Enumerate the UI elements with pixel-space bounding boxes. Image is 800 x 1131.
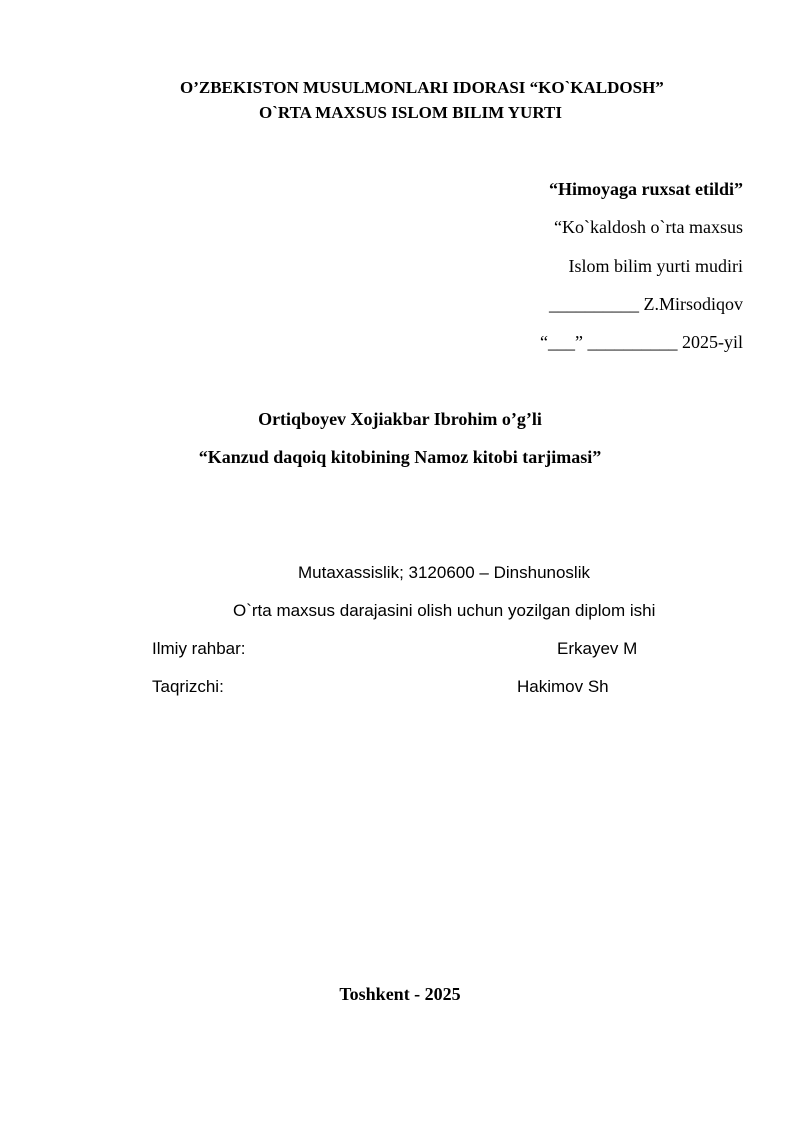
supervisor-name: Erkayev M [557,639,638,658]
place-year: Toshkent - 2025 [339,984,461,1004]
supervisor-label: Ilmiy rahbar: [152,639,246,658]
approval-line-1: “Ko`kaldosh o`rta maxsus [554,217,743,237]
reviewer-label: Taqrizchi: [152,677,224,696]
author-name: Ortiqboyev Xojiakbar Ibrohim o’g’li [258,409,542,429]
reviewer-name: Hakimov Sh [517,677,609,696]
diploma-purpose: O`rta maxsus darajasini olish uchun yozilgan diplom ishi [233,601,656,620]
specialty: Mutaxassislik; 3120600 – Dinshunoslik [298,563,590,582]
institution-subtitle: O`RTA MAXSUS ISLOM BILIM YURTI [259,103,562,122]
approval-date: “___” __________ 2025-yil [540,332,743,352]
approval-signature: __________ Z.Mirsodiqov [548,294,743,314]
approval-title: “Himoyaga ruxsat etildi” [549,179,743,199]
approval-line-2: Islom bilim yurti mudiri [568,256,743,276]
thesis-title: “Kanzud daqoiq kitobining Namoz kitobi tarjimasi” [198,447,602,467]
institution-name: O’ZBEKISTON MUSULMONLARI IDORASI “KO`KALDOSH” [180,78,664,97]
